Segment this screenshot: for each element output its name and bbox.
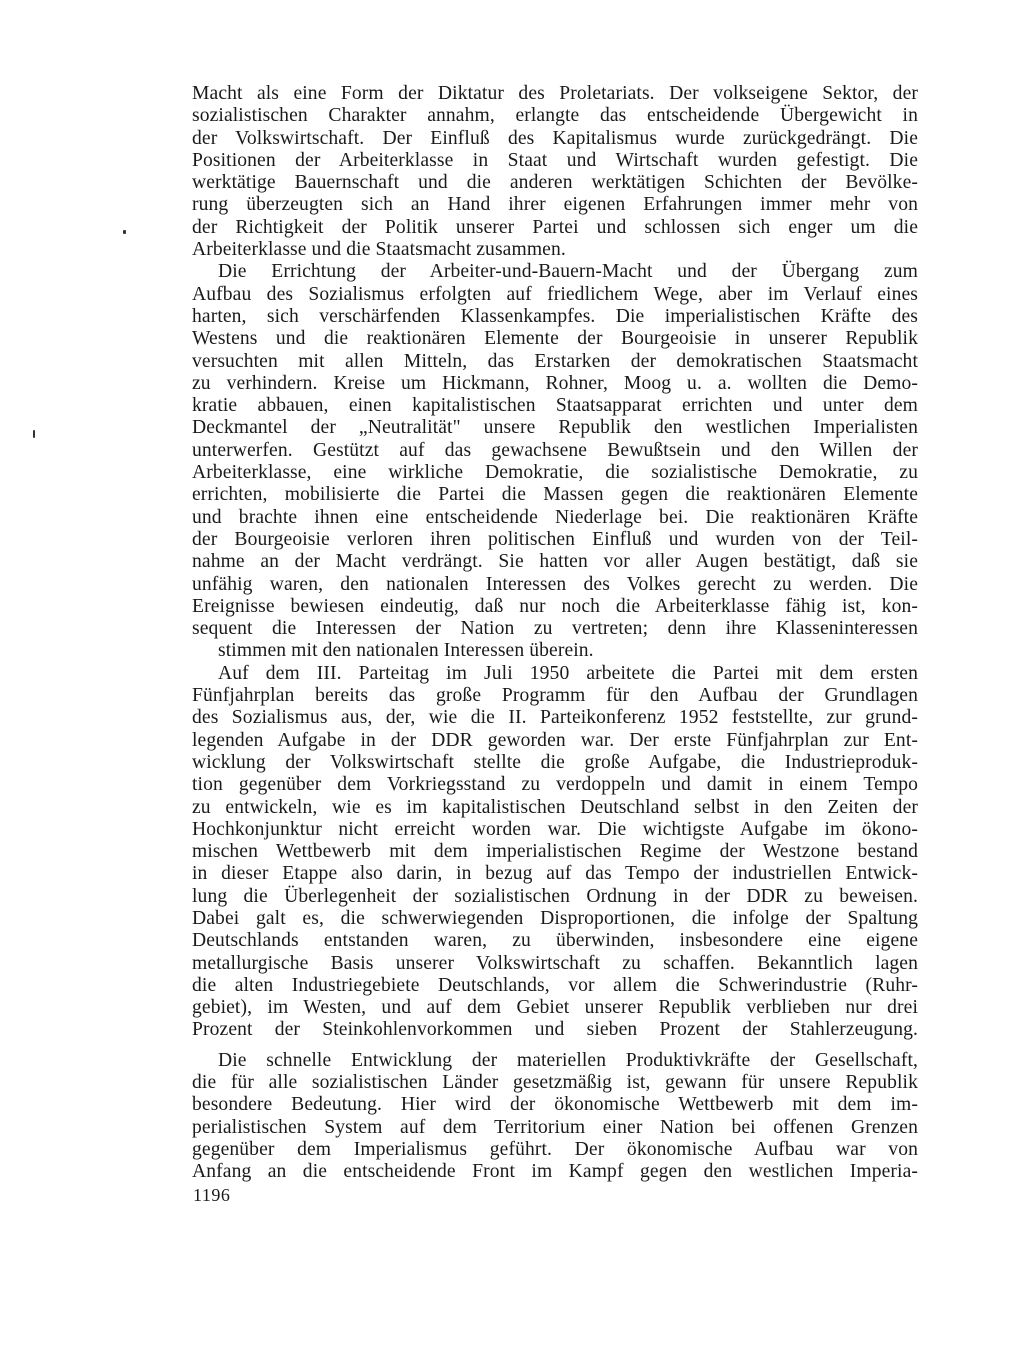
text-line: kratie abbauen, einen kapitalistischen Staatsapparat errichten und unter dem — [192, 395, 918, 417]
paragraph — [192, 1050, 918, 1184]
body-text — [192, 83, 918, 1184]
text-line: Dabei galt es, die schwerwiegenden Disproportionen, die infolge der Spaltung — [192, 907, 918, 929]
text-line: in dieser Etappe also darin, in bezug auf das Tempo der industriellen Entwick- — [192, 863, 918, 885]
text-line: sequent die Interessen der Nation zu vertreten; denn ihre Klasseninteressen — [192, 618, 918, 640]
text-line: des Sozialismus aus, der, wie die II. Parteikonferenz 1952 feststellte, zur grund- — [192, 707, 918, 729]
text-line: werktätige Bauernschaft und die anderen werktätigen Schichten der Bevölke- — [192, 172, 918, 194]
text-line: der Bourgeoisie verloren ihren politischen Einfluß und wurden von der Teil- — [192, 528, 918, 550]
paragraph-gap — [192, 1042, 918, 1050]
text-line: zu verhindern. Kreise um Hickmann, Rohner, Moog u. a. wollten die Demo- — [192, 372, 918, 394]
text-line: versuchten mit allen Mitteln, das Erstarken der demokratischen Staatsmacht — [192, 350, 918, 372]
text-line: Positionen der Arbeiterklasse in Staat und Wirtschaft wurden gefestigt. Die — [192, 149, 918, 171]
text-line: harten, sich verschärfenden Klassenkampfes. Die imperialistischen Kräfte des — [192, 305, 918, 327]
text-line: Ereignisse bewiesen eindeutig, daß nur noch die Arbeiterklasse fähig ist, kon- — [192, 595, 918, 617]
margin-mark — [33, 430, 35, 438]
text-line: unterwerfen. Gestützt auf das gewachsene Bewußtsein und den Willen der — [192, 439, 918, 461]
text-line: Deckmantel der „Neutralität" unsere Republik den westlichen Imperialisten — [192, 417, 918, 439]
text-line: Fünfjahrplan bereits das große Programm für den Aufbau der Grundlagen — [192, 685, 918, 707]
text-line: gegenüber dem Imperialismus geführt. Der ökonomische Aufbau war von — [192, 1138, 918, 1160]
text-line: rung überzeugten sich an Hand ihrer eigenen Erfahrungen immer mehr von — [192, 194, 918, 216]
text-line: Westens und die reaktionären Elemente der Bourgeoisie in unserer Republik — [192, 328, 918, 350]
text-line: Anfang an die entscheidende Front im Kampf gegen den westlichen Imperia- — [192, 1161, 918, 1183]
text-line: errichten, mobilisierte die Partei die Massen gegen die reaktionären Elemente — [192, 484, 918, 506]
text-line: Die schnelle Entwicklung der materiellen Produktivkräfte der Gesellschaft, — [218, 1049, 918, 1071]
text-line: der Richtigkeit der Politik unserer Partei und schlossen sich enger um die — [192, 216, 918, 238]
text-line: perialistischen System auf dem Territorium einer Nation bei offenen Grenzen — [192, 1116, 918, 1138]
text-line: zu entwickeln, wie es im kapitalistischen Deutschland selbst in den Zeiten der — [192, 796, 918, 818]
margin-mark — [123, 230, 126, 234]
text-line: sozialistischen Charakter annahm, erlangte das entscheidende Übergewicht in — [192, 105, 918, 127]
text-line: die für alle sozialistischen Länder gesetzmäßig ist, gewann für unsere Republik — [192, 1072, 918, 1094]
text-line: besondere Bedeutung. Hier wird der ökonomische Wettbewerb mit dem im- — [192, 1094, 918, 1116]
paragraph — [192, 261, 918, 662]
text-line: Macht als eine Form der Diktatur des Proletariats. Der volkseigene Sektor, der — [192, 83, 918, 104]
text-line: metallurgische Basis unserer Volkswirtschaft zu schaffen. Bekanntlich lagen — [192, 952, 918, 974]
text-line: nahme an der Macht verdrängt. Sie hatten vor aller Augen bestätigt, daß sie — [192, 551, 918, 573]
text-line: Prozent der Steinkohlenvorkommen und sieben Prozent der Stahlerzeugung. — [192, 1019, 918, 1041]
text-line: legenden Aufgabe in der DDR geworden war. Der erste Fünfjahrplan zur Ent- — [192, 729, 918, 751]
paragraph — [192, 83, 918, 261]
text-line: lung die Überlegenheit der sozialistischen Ordnung in der DDR zu beweisen. — [192, 885, 918, 907]
page-number: 1196 — [193, 1185, 231, 1205]
text-line: Auf dem III. Parteitag im Juli 1950 arbeitete die Partei mit dem ersten — [218, 662, 918, 684]
paragraph — [192, 663, 918, 1042]
text-line: die alten Industriegebiete Deutschlands, vor allem die Schwerindustrie (Ruhr- — [192, 974, 918, 996]
text-line: Deutschlands entstanden waren, zu überwinden, insbesondere eine eigene — [192, 930, 918, 952]
text-line: wicklung der Volkswirtschaft stellte die große Aufgabe, die Industrieproduk- — [192, 751, 918, 773]
text-line: Arbeiterklasse und die Staatsmacht zusammen. — [192, 239, 566, 261]
text-line: stimmen mit den nationalen Interessen überein. — [218, 640, 594, 662]
text-line: unfähig waren, den nationalen Interessen des Volkes gerecht zu werden. Die — [192, 573, 918, 595]
text-line: Aufbau des Sozialismus erfolgten auf friedlichem Wege, aber im Verlauf eines — [192, 283, 918, 305]
text-line: Arbeiterklasse, eine wirkliche Demokratie, die sozialistische Demokratie, zu — [192, 462, 918, 484]
text-line: Die Errichtung der Arbeiter-und-Bauern-Macht und der Übergang zum — [218, 261, 918, 283]
text-line: tion gegenüber dem Vorkriegsstand zu verdoppeln und damit in einem Tempo — [192, 774, 918, 796]
text-line: und brachte ihnen eine entscheidende Niederlage bei. Die reaktionären Kräfte — [192, 506, 918, 528]
text-line: Hochkonjunktur nicht erreicht worden war. Die wichtigste Aufgabe im ökono- — [192, 818, 918, 840]
text-line: gebiet), im Westen, und auf dem Gebiet unserer Republik verblieben nur drei — [192, 997, 918, 1019]
text-line: der Volkswirtschaft. Der Einfluß des Kapitalismus wurde zurückgedrängt. Die — [192, 127, 918, 149]
text-line: mischen Wettbewerb mit dem imperialistischen Regime der Westzone bestand — [192, 841, 918, 863]
